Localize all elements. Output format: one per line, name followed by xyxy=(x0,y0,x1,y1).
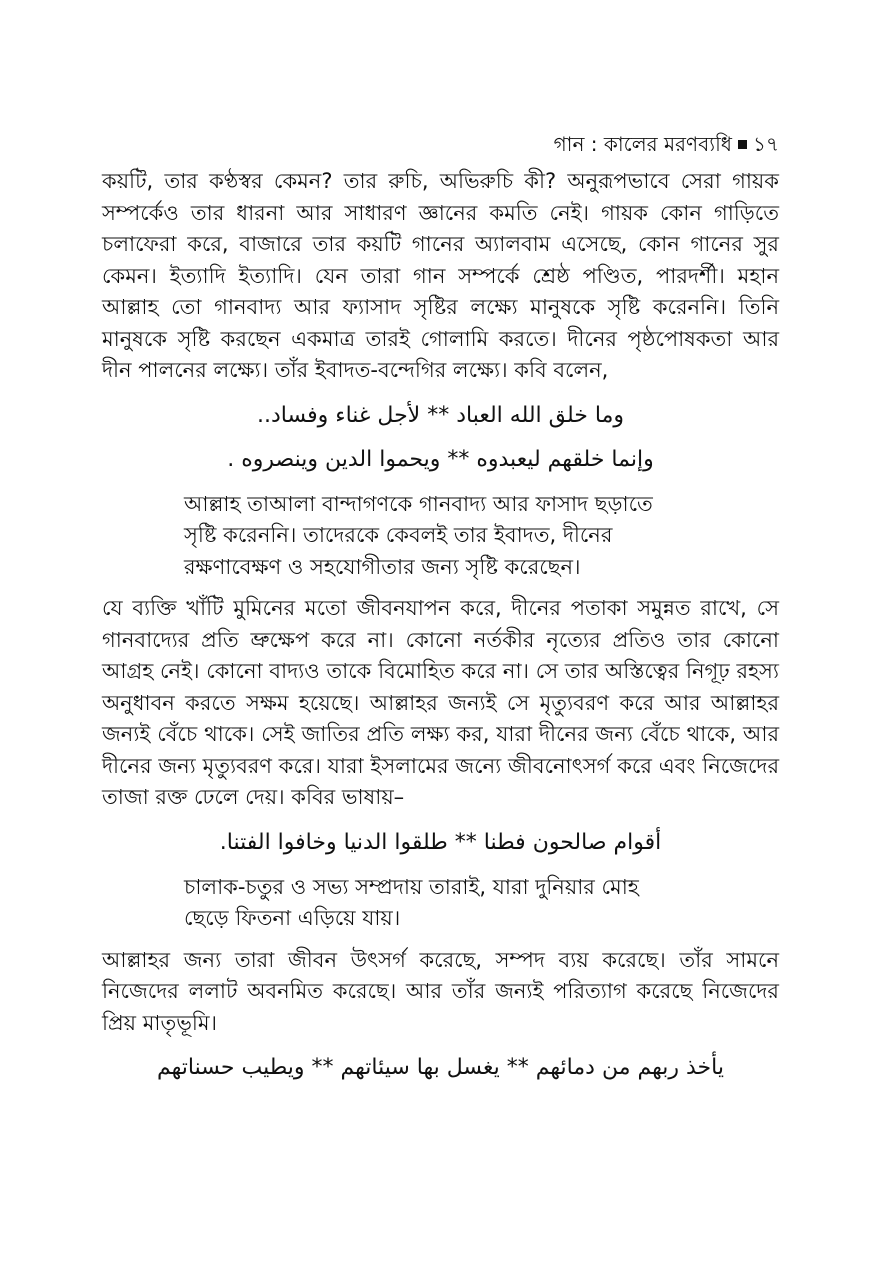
square-bullet-icon xyxy=(738,140,747,149)
translation-line: চালাক-চতুর ও সভ্য সম্প্রদায় তারাই, যারা দুনিয়ার মোহ xyxy=(184,874,639,899)
running-header xyxy=(102,130,779,158)
verse-translation-2 xyxy=(102,872,779,935)
page-number: ১৭ xyxy=(753,132,779,156)
translation-line: রক্ষণাবেক্ষণ ও সহযোগীতার জন্য সৃষ্টি করেছেন। xyxy=(184,554,581,579)
arabic-verse-line: وإنما خلقهم ليعبدوه ** ويحموا الدين وينصروه . xyxy=(227,446,654,472)
translation-line: আল্লাহ তাআলা বান্দাগণকে গানবাদ্য আর ফাসাদ ছড়াতে xyxy=(184,491,653,516)
book-page xyxy=(102,130,779,1097)
arabic-verse-2 xyxy=(102,445,779,475)
arabic-verse-line: أقوام صالحون فطنا ** طلقوا الدنيا وخافوا الفتنا. xyxy=(219,829,662,855)
paragraph-1: কয়টি, তার কণ্ঠস্বর কেমন? তার রুচি, অভিরুচি কী? অনুরূপভাবে সেরা গায়ক সম্পর্কেও তার ধারনা আর সাধারণ জ্ঞানের কমতি নেই। গায়ক কোন গাড়িতে চলাফেরা করে, বাজারে তার কয়টি গানের অ্যালবাম এসেছে, কোন গানের সুর কেমন। ইত্যাদি ইত্যাদি। যেন তারা গান সম্পর্কে শ্রেষ্ঠ পণ্ডিত, পারদর্শী। মহান আল্লাহ তো গানবাদ্য আর ফ্যাসাদ সৃষ্টির লক্ষ্যে মানুষকে সৃষ্টি করেননি। তিনি মানুষকে সৃষ্টি করছেন একমাত্র তারই গোলামি করতে। দীনের পৃষ্ঠপোষকতা আর দীন পালনের লক্ষ্যে। তাঁর ইবাদত-বন্দেগির লক্ষ্যে। কবি বলেন, xyxy=(102,169,779,382)
arabic-verse-1 xyxy=(102,401,779,431)
arabic-verse-line: يأخذ ربهم من دمائهم ** يغسل بها سيئاتهم ** ويطيب حسناتهم xyxy=(157,1055,724,1080)
paragraph-2: যে ব্যক্তি খাঁটি মুমিনের মতো জীবনযাপন করে, দীনের পতাকা সমুন্নত রাখে, সে গানবাদ্যের প্রতি ভ্রুক্ষেপ করে না। কোনো নর্তকীর নৃত্যের প্রতিও তার কোনো আগ্রহ নেই। কোনো বাদ্যও তাকে বিমোহিত করে না। সে তার অস্তিত্বের নিগূঢ় রহস্য অনুধাবন করতে সক্ষম হয়েছে। আল্লাহর জন্যই সে মৃত্যুবরণ করে আর আল্লাহর জন্যই বেঁচে থাকে। সেই জাতির প্রতি লক্ষ্য কর, যারা দীনের জন্য বেঁচে থাকে, আর দীনের জন্য মৃত্যুবরণ করে। যারা ইসলামের জন্যে জীবনোৎসর্গ করে এবং নিজেদের তাজা রক্ত ঢেলে দেয়। কবির ভাষায়– xyxy=(102,596,779,809)
translation-line: ছেড়ে ফিতনা এড়িয়ে যায়। xyxy=(184,906,401,930)
chapter-title: গান : কালের মরণব্যধি xyxy=(553,132,733,156)
translation-line: সৃষ্টি করেননি। তাদেরকে কেবলই তার ইবাদত, দীনের xyxy=(184,523,613,547)
paragraph-3: আল্লাহর জন্য তারা জীবন উৎসর্গ করেছে, সম্পদ ব্যয় করেছে। তাঁর সামনে নিজেদের ললাট অবনমিত করেছে। আর তাঁর জন্যই পরিত্যাগ করেছে নিজেদের প্রিয় মাতৃভূমি। xyxy=(102,947,779,1035)
arabic-verse-3 xyxy=(102,828,779,858)
arabic-verse-4 xyxy=(102,1053,779,1083)
arabic-verse-line: وما خلق الله العباد ** لأجل غناء وفساد.. xyxy=(256,402,624,428)
verse-translation-1 xyxy=(102,489,779,584)
